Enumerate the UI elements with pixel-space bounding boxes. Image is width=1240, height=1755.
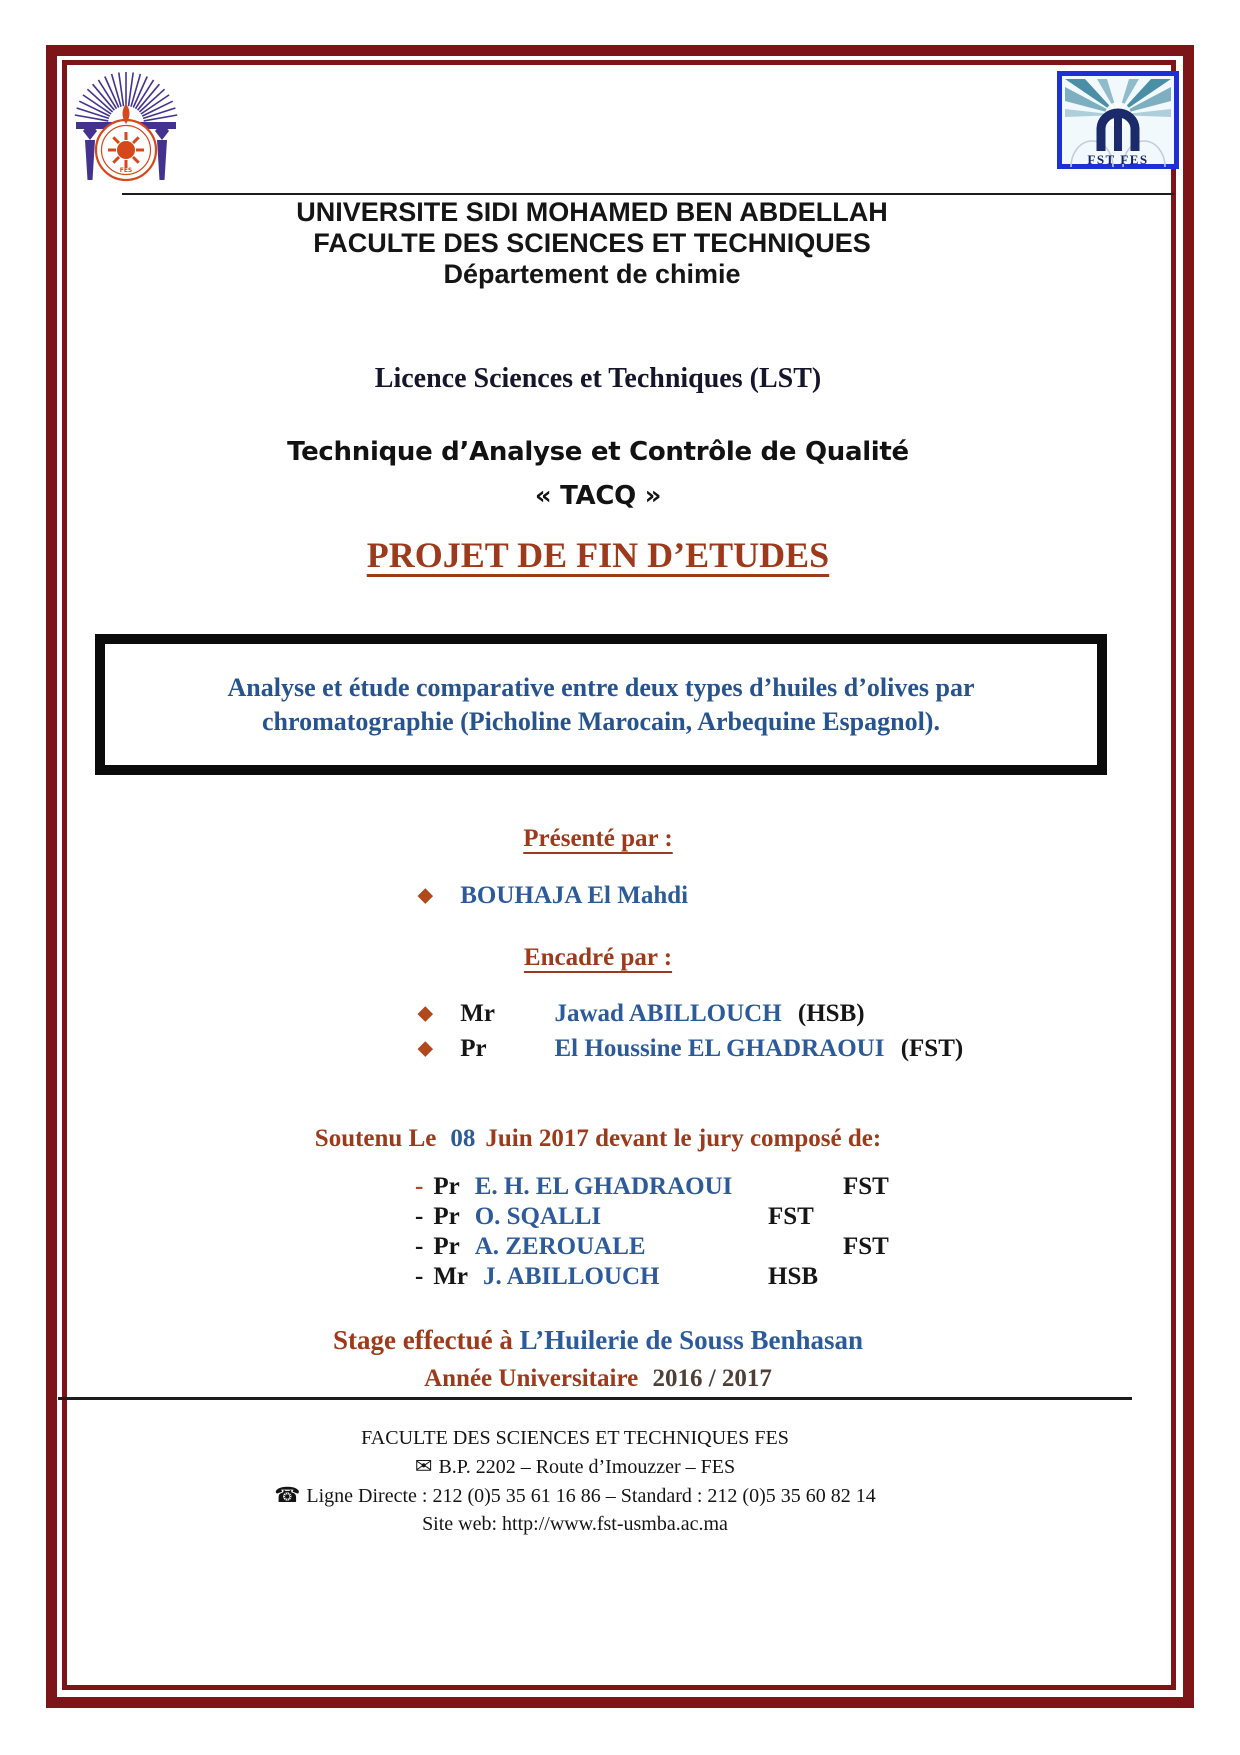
jury-name: E. H. EL GHADRAOUI [474,1173,733,1200]
defense-prefix: Soutenu Le [314,1125,437,1152]
jury-title: Pr [433,1233,460,1260]
jury-title: Mr [433,1263,469,1290]
diamond-bullet-icon: ◆ [418,1003,433,1024]
faculty-name: FACULTE DES SCIENCES ET TECHNIQUES [313,228,871,258]
internship-prefix: Stage effectué à [332,1325,520,1355]
emblem-fes-label: FES [119,167,133,174]
jury-title: Pr [433,1203,460,1230]
presented-by-heading: Présenté par : [523,825,673,852]
jury-row [415,1203,975,1232]
footer-rule [58,1397,1132,1400]
institution-header [12,197,1172,290]
specialty-line1: Technique d’Analyse et Contrôle de Qualité [287,437,909,467]
jury-title: Pr [433,1173,460,1200]
student-name: BOUHAJA El Mahdi [460,882,689,909]
jury-org: HSB [768,1263,819,1290]
supervisor-title: Mr [460,1000,495,1027]
main-title: PROJET DE FIN D’ETUDES [366,535,830,575]
subject-line2: chromatographie (Picholine Marocain, Arbequine Espagnol). [262,706,940,736]
supervisor-org: (HSB) [797,1000,865,1027]
jury-name: O. SQALLI [474,1203,602,1230]
supervisor-name: El Houssine EL GHADRAOUI [554,1035,885,1062]
supervisor-title: Pr [460,1035,487,1062]
jury-row [415,1233,975,1262]
licence-title: Licence Sciences et Techniques (LST) [374,363,822,394]
student-row [418,882,688,910]
internship-place: L’Huilerie de Souss Benhasan [519,1325,863,1355]
footer-website: Site web: http://www.fst-usmba.ac.ma [422,1513,728,1535]
diamond-bullet-icon: ◆ [418,885,433,906]
jury-row [415,1263,975,1292]
jury-org: FST [843,1233,889,1260]
jury-org: FST [768,1203,814,1230]
supervisor-row [418,1035,963,1063]
university-emblem-icon [70,62,182,184]
supervisor-name: Jawad ABILLOUCH [554,1000,782,1027]
jury-row [415,1173,975,1202]
defense-line [0,1125,1196,1153]
footer-phones: ☎ Ligne Directe : 212 (0)5 35 61 16 86 – Standard : 212 (0)5 35 60 82 14 [274,1483,876,1507]
footer-block [0,1424,1150,1538]
diamond-bullet-icon: ◆ [418,1038,433,1059]
jury-dash: - [415,1233,424,1260]
footer-faculty: FACULTE DES SCIENCES ET TECHNIQUES FES [361,1427,789,1449]
footer-address: ✉ B.P. 2202 – Route d’Imouzzer – FES [414,1454,736,1478]
defense-rest: Juin 2017 devant le jury composé de: [485,1125,882,1152]
supervisor-org: (FST) [900,1035,964,1062]
internship-line [0,1325,1196,1356]
supervisor-row [418,1000,865,1028]
jury-name: A. ZEROUALE [474,1233,646,1260]
subject-box [95,634,1107,775]
header-rule [122,193,1174,195]
fst-fes-logo-icon [1057,71,1179,169]
jury-dash: - [415,1173,424,1200]
department-name: Département de chimie [443,259,741,289]
jury-dash: - [415,1203,424,1230]
academic-year-value: 2016 / 2017 [652,1365,772,1392]
fst-fes-caption: FST FES [1087,152,1149,167]
supervised-by-heading: Encadré par : [523,944,673,971]
specialty-line2: « TACQ » [534,481,662,511]
jury-dash: - [415,1263,424,1290]
university-name: UNIVERSITE SIDI MOHAMED BEN ABDELLAH [296,197,888,227]
academic-year-label: Année Universitaire [424,1365,645,1392]
defense-day: 08 [450,1125,476,1152]
mail-icon: ✉ [414,1454,433,1478]
subject-line1: Analyse et étude comparative entre deux types d’huiles d’olives par [227,672,975,702]
academic-year-line [0,1365,1196,1393]
phone-icon: ☎ [274,1483,301,1507]
jury-name: J. ABILLOUCH [483,1263,660,1290]
jury-org: FST [843,1173,889,1200]
